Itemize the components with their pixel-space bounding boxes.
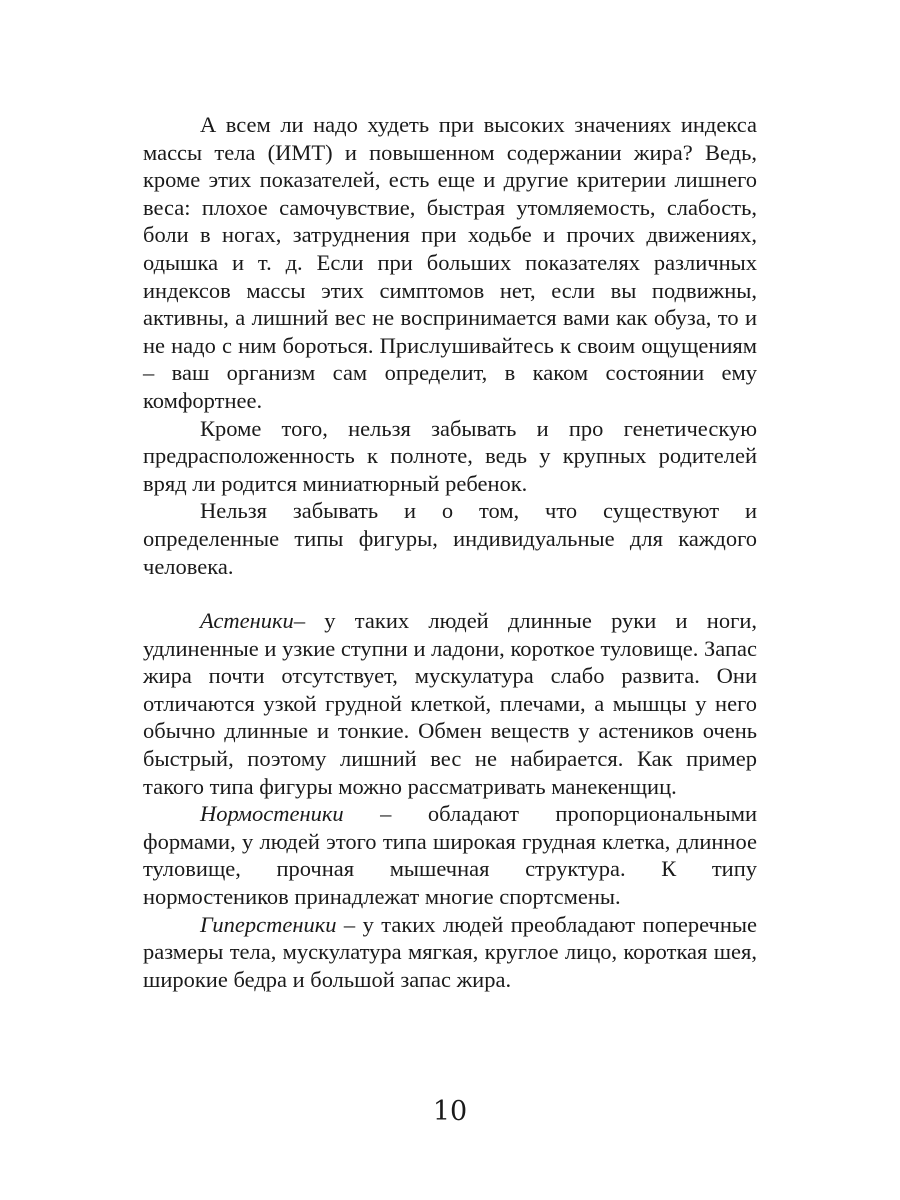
description-hypersthenic: – у таких людей преобладают поперечные размеры тела, мускулатура мягкая, круглое лицо, короткая шея, широкие бедра и большой запас жира. bbox=[143, 911, 757, 992]
paragraph-body-types-intro: Нельзя забывать и о том, что существуют и определенные типы фигуры, индивидуальные для каждого человека. bbox=[143, 498, 757, 579]
page-number: 10 bbox=[432, 1096, 468, 1127]
description-asthenic: – у таких людей длинные руки и ноги, удлиненные и узкие ступни и ладони, короткое туловище. Запас жира почти отсутствует, мускулатура слабо развита. Они отличаются узкой грудной клеткой, плечами, а мышцы у него обычно длинные и тонкие. Обмен веществ у астеников очень быстрый, поэтому лишний вес не набирается. Как пример такого типа фигуры можно рассматривать манекенщиц. bbox=[143, 608, 757, 799]
description-normosthenic: – обладают пропорциональными формами, у людей этого типа широкая грудная клетка, длинное туловище, прочная мышечная структура. К типу нормостеников принадлежат многие спортсмены. bbox=[143, 801, 757, 910]
paragraph-normosthenic bbox=[143, 800, 757, 910]
term-normosthenic: Нормостеники bbox=[200, 801, 344, 827]
paragraph-genetic-predisposition: Кроме того, нельзя забывать и про генетическую предрасположенность к полноте, ведь у крупных родителей вряд ли родится миниатюрный ребенок. bbox=[143, 415, 757, 496]
page-body bbox=[143, 111, 757, 993]
term-asthenic: Астеники bbox=[200, 608, 294, 634]
paragraph-bmi-question: А всем ли надо худеть при высоких значениях индекса массы тела (ИМТ) и повышенном содержании жира? Ведь, кроме этих показателей, есть еще и другие критерии лишнего веса: плохое самочувствие, быстрая утомляемость, слабость, боли в ногах, затруднения при ходьбе и прочих движениях, одышка и т. д. Если при больших показателях различных индексов массы этих симптомов нет, если вы подвижны, активны, а лишний вес не воспринимается вами как обуза, то и не надо с ним бороться. Прислушивайтесь к своим ощущениям – ваш организм сам определит, в каком состоянии ему комфортнее. bbox=[143, 112, 757, 413]
paragraph-asthenic bbox=[143, 607, 757, 800]
paragraph-hypersthenic bbox=[143, 911, 757, 994]
term-hypersthenic: Гиперстеники bbox=[200, 911, 337, 937]
